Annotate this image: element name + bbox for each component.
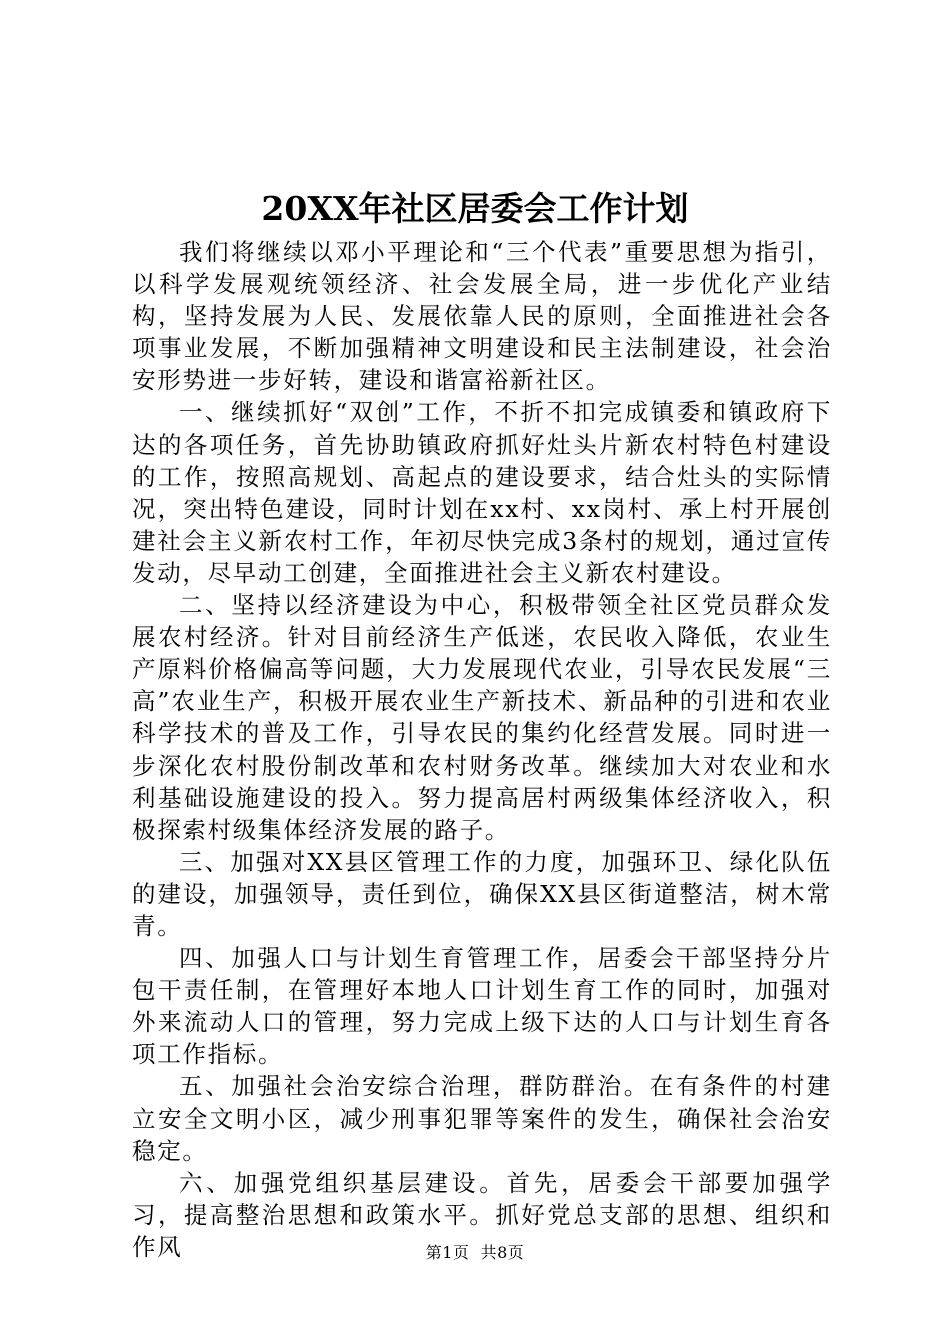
page-number: 第1页 [425, 1243, 470, 1262]
paragraph-item-6: 六、加强党组织基层建设。首先，居委会干部要加强学习，提高整治思想和政策水平。抓好党总支部的思想、组织和作风 [132, 1168, 832, 1261]
paragraph-item-2: 二、坚持以经济建设为中心，积极带领全社区党员群众发展农村经济。针对目前经济生产低迷，农民收入降低，农业生产原料价格偏高等问题，大力发展现代农业，引导农民发展“三高”农业生产，积极开展农业生产新技术、新品种的引进和农业科学技术的普及工作，引导农民的集约化经营发展。同时进一步深化农村股份制改革和农村财务改革。继续加大对农业和水利基础设施建设的投入。努力提高居村两级集体经济收入，积极探索村级集体经济发展的路子。 [132, 591, 832, 844]
paragraph-item-1: 一、继续抓好“双创”工作，不折不扣完成镇委和镇政府下达的各项任务，首先协助镇政府抓好灶头片新农村特色村建设的工作，按照高规划、高起点的建设要求，结合灶头的实际情况，突出特色建设，同时计划在xx村、xx岗村、承上村开展创建社会主义新农村工作，年初尽快完成3条村的规划，通过宣传发动，尽早动工创建，全面推进社会主义新农村建设。 [132, 398, 832, 587]
paragraph-item-3: 三、加强对XX县区管理工作的力度，加强环卫、绿化队伍的建设，加强领导，责任到位，确保XX县区街道整洁，树木常青。 [132, 847, 832, 940]
page-total: 共8页 [480, 1243, 525, 1262]
paragraph-intro: 我们将继续以邓小平理论和“三个代表”重要思想为指引，以科学发展观统领经济、社会发展全局，进一步优化产业结构，坚持发展为人民、发展依靠人民的原则，全面推进社会各项事业发展，不断加强精神文明建设和民主法制建设，社会治安形势进一步好转，建设和谐富裕新社区。 [132, 238, 832, 395]
document-body [132, 236, 832, 1263]
document-title: 20XX年社区居委会工作计划 [261, 189, 689, 228]
paragraph-item-4: 四、加强人口与计划生育管理工作，居委会干部坚持分片包干责任制，在管理好本地人口计划生育工作的同时，加强对外来流动人口的管理，努力完成上级下达的人口与计划生育各项工作指标。 [132, 944, 832, 1069]
page-footer [0, 1242, 950, 1264]
footer-separator [469, 1243, 480, 1262]
paragraph-item-5: 五、加强社会治安综合治理，群防群治。在有条件的村建立安全文明小区，减少刑事犯罪等案件的发生，确保社会治安稳定。 [132, 1072, 832, 1165]
